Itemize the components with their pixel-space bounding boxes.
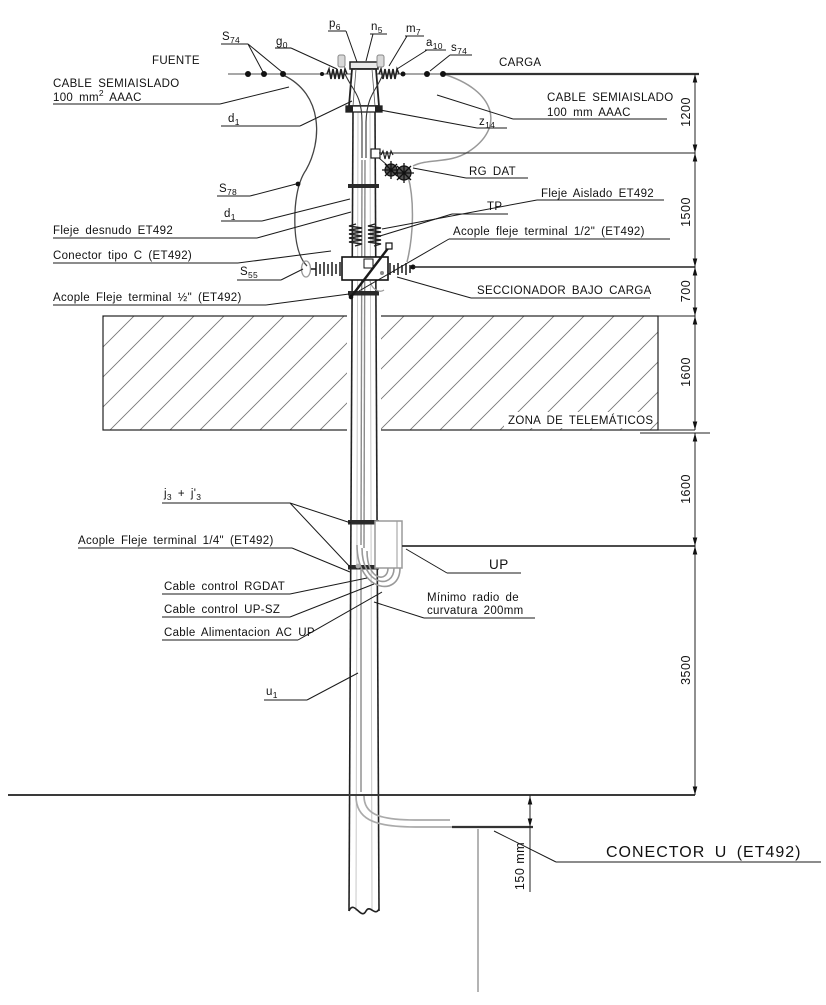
dim-150mm: 150 mm	[513, 841, 527, 891]
source-jumper-cable	[283, 75, 317, 266]
label-cable-left-line1: CABLE SEMIAISLADO	[53, 78, 180, 90]
labels	[53, 18, 802, 890]
label-d1-mid: $d_1$	[224, 208, 236, 222]
dim-1200: 1200	[679, 97, 693, 127]
label-s74-right: $s_{74}$	[451, 42, 468, 56]
label-m7: $m_7$	[406, 23, 421, 37]
label-a10: $a_{10}$	[426, 37, 443, 51]
label-cable-left-line2: 100 $mm^2$ AAAC	[53, 88, 142, 104]
label-j3: $j_3 + j'_3$	[164, 488, 202, 502]
label-carga: CARGA	[499, 57, 542, 69]
up-control-box	[375, 521, 402, 568]
label-min-radio-line1: Mínimo radio de	[427, 592, 519, 604]
dim-3500: 3500	[679, 655, 693, 685]
label-underlines	[53, 31, 821, 862]
pole-cap	[350, 62, 378, 69]
conductors	[228, 69, 699, 79]
label-acople-half-left: Acople Fleje terminal ½" (ET492)	[53, 292, 242, 304]
dim-1600-lower: 1600	[679, 474, 693, 504]
label-g0: $g_0$	[276, 36, 288, 50]
label-acople-half-right: Acople fleje terminal 1/2" (ET492)	[453, 226, 645, 238]
label-acople-quarter: Acople Fleje terminal 1/4" (ET492)	[78, 535, 274, 547]
top-pin-left	[338, 55, 345, 67]
dim-700: 700	[679, 279, 693, 303]
label-zona-telematicos: ZONA DE TELEMÁTICOS	[508, 415, 654, 427]
label-cable-right-line2: 100 mm AAAC	[547, 107, 631, 119]
label-min-radio-line2: curvatura 200mm	[427, 605, 524, 617]
dim-1500: 1500	[679, 197, 693, 227]
label-s78: $S_{78}$	[219, 183, 238, 197]
label-cable-ac: Cable Alimentacion AC UP	[164, 627, 315, 639]
label-cable-upsz: Cable control UP-SZ	[164, 604, 281, 616]
label-s55: $S_{55}$	[240, 266, 259, 280]
pole	[338, 55, 384, 914]
label-conector-c: Conector tipo C (ET492)	[53, 250, 193, 262]
label-cable-rgdat: Cable control RGDAT	[164, 581, 286, 593]
label-conector-u: CONECTOR U (ET492)	[606, 844, 802, 861]
dim-1600-upper: 1600	[679, 357, 693, 387]
label-fleje-desnudo: Fleje desnudo ET492	[53, 225, 174, 237]
label-rg-dat: RG DAT	[469, 166, 516, 178]
label-p6: $p_6$	[329, 18, 341, 32]
label-d1-top: $d_1$	[228, 113, 240, 127]
load-jumper-cable-lower	[407, 176, 412, 262]
label-z14: $z_{14}$	[479, 116, 496, 130]
label-fleje-aislado: Fleje Aislado ET492	[541, 188, 654, 200]
label-n5: $n_5$	[371, 21, 383, 35]
label-up: UP	[489, 557, 509, 572]
label-u1: $u_1$	[266, 686, 278, 700]
label-cable-right-line1: CABLE SEMIAISLADO	[547, 92, 674, 104]
top-pin-right	[377, 55, 384, 67]
label-s74-left: $S_{74}$	[222, 31, 241, 45]
label-tp: TP	[487, 201, 503, 213]
label-fuente: FUENTE	[152, 55, 200, 67]
label-seccionador: SECCIONADOR BAJO CARGA	[477, 285, 652, 297]
